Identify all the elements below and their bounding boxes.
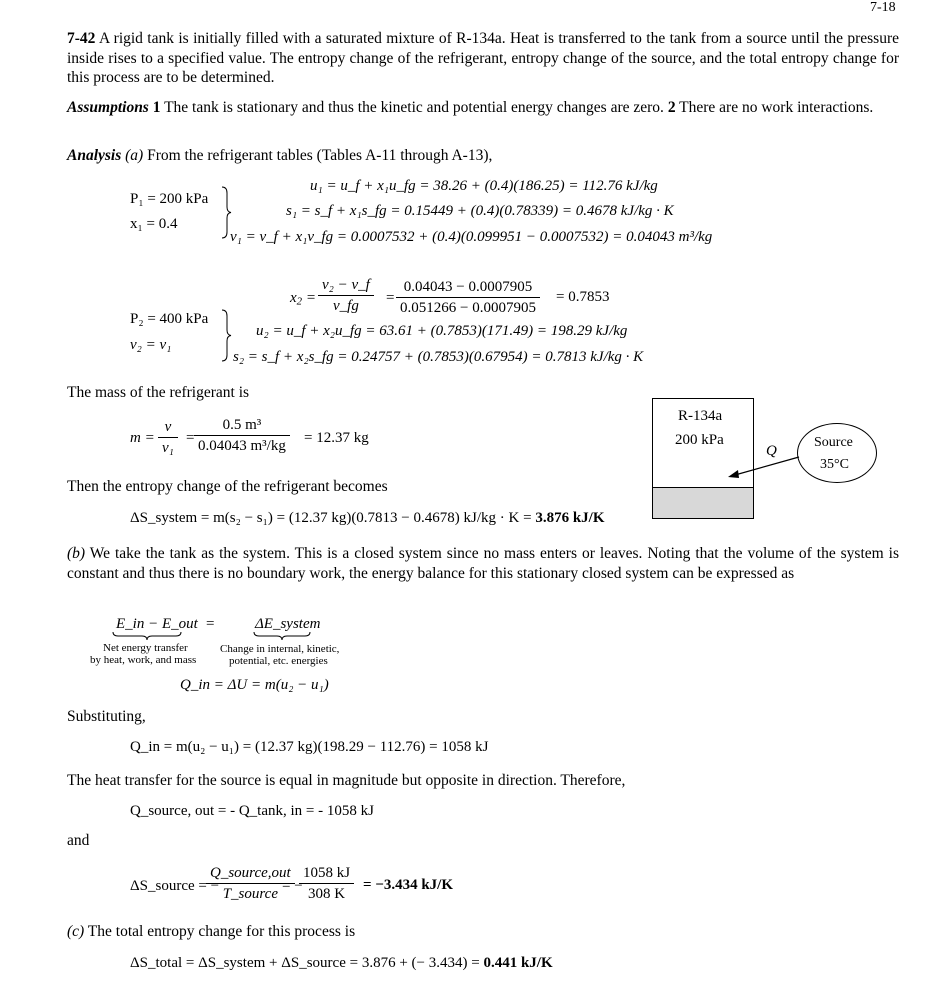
state1-pressure: P₁ = 200 kPa bbox=[130, 191, 209, 207]
part-c-label: (c) bbox=[67, 923, 85, 940]
mass-label: m = bbox=[130, 430, 155, 446]
delta-e-system: ΔE_system bbox=[255, 616, 321, 632]
entropy-source-lhs: ΔS_source = − bbox=[130, 878, 220, 894]
heat-source-equation: Q_source, out = - Q_tank, in = - 1058 kJ bbox=[130, 803, 374, 819]
energy-balance-equals: = bbox=[206, 616, 215, 632]
assumption-1-text: The tank is stationary and thus the kinetic and potential energy changes are zero. bbox=[160, 99, 668, 116]
x2-denominator: v_fg bbox=[333, 298, 359, 314]
analysis-paragraph bbox=[67, 147, 492, 165]
heat-q-label: Q bbox=[766, 443, 777, 459]
state1-u-equation: u₁ = u_f + x₁u_fg = 38.26 + (0.4)(186.25) = 112.76 kJ/kg bbox=[310, 178, 658, 194]
state2-x2-label: $x_2$ = bbox=[290, 290, 316, 308]
change-label-2: potential, etc. energies bbox=[229, 655, 328, 667]
entropy-source-fraction-numeric bbox=[299, 865, 354, 903]
substituting-label: Substituting, bbox=[67, 708, 146, 725]
entropy-source-denominator: 308 K bbox=[308, 886, 346, 902]
and-label: and bbox=[67, 832, 90, 849]
x2-numerator: v₂ − v_f bbox=[318, 277, 374, 296]
entropy-total-result: 0.441 kJ/K bbox=[483, 955, 553, 971]
underbrace-left bbox=[112, 631, 182, 641]
problem-text: A rigid tank is initially filled with a saturated mixture of R-134a. Heat is transferred to the tank from a source until the pressure inside rises to a specified value. The entropy change of the refrigerant, entropy change of the source, and the total entropy change for this process are to be determined. bbox=[67, 30, 899, 86]
part-c-text: The total entropy change for this process is bbox=[84, 923, 356, 940]
source-ellipse bbox=[797, 423, 877, 483]
heat-arrow-icon bbox=[725, 455, 801, 481]
state2-pressure: P₂ = 400 kPa bbox=[130, 311, 209, 327]
equals-sign-2: = bbox=[186, 430, 195, 446]
state2-volume: v₂ = v₁ bbox=[130, 337, 172, 353]
entropy-system-result: 3.876 kJ/K bbox=[535, 510, 605, 526]
entropy-total-expression: ΔS_total = ΔS_system + ΔS_source = 3.876 + (− 3.434) = bbox=[130, 955, 484, 971]
mass-result: = 12.37 kg bbox=[304, 430, 369, 446]
change-label-1: Change in internal, kinetic, bbox=[220, 643, 340, 655]
problem-statement bbox=[67, 29, 899, 88]
mass-numeric-numerator: 0.5 m³ bbox=[194, 417, 290, 436]
net-transfer-label-2: by heat, work, and mass bbox=[90, 654, 197, 666]
mass-fraction-symbolic bbox=[158, 419, 178, 457]
part-b-paragraph bbox=[67, 544, 899, 583]
entropy-source-numerator: 1058 kJ bbox=[299, 865, 354, 884]
analysis-label: Analysis bbox=[67, 147, 122, 164]
entropy-source-result: = −3.434 kJ/K bbox=[363, 877, 454, 893]
assumptions-label: Assumptions bbox=[67, 99, 149, 116]
analysis-text: From the refrigerant tables (Tables A-11 through A-13), bbox=[143, 147, 493, 164]
source-label: Source bbox=[814, 435, 853, 450]
x2-numeric-numerator: 0.04043 − 0.0007905 bbox=[396, 279, 540, 298]
tsource-denominator: T_source bbox=[222, 886, 278, 902]
state2-x2-numeric-fraction bbox=[396, 279, 540, 317]
assumptions-paragraph bbox=[67, 98, 899, 118]
state2-x2-fraction bbox=[318, 277, 374, 315]
tank-refrigerant-label: R-134a bbox=[678, 408, 723, 424]
problem-number: 7-42 bbox=[67, 30, 96, 47]
mass-denominator: v₁ bbox=[162, 440, 174, 456]
mass-numerator: v bbox=[158, 419, 178, 438]
state1-quality: x₁ = 0.4 bbox=[130, 216, 178, 232]
equals-sign-1: = bbox=[386, 290, 395, 306]
state2-u-equation: u₂ = u_f + x₂u_fg = 63.61 + (0.7853)(171.49) = 198.29 kJ/kg bbox=[256, 323, 628, 339]
energy-in-out: E_in − E_out bbox=[116, 616, 198, 632]
part-b-label: (b) bbox=[67, 545, 86, 562]
entropy-source-mid: = − bbox=[282, 878, 303, 894]
qin-equation: Q_in = ΔU = m(u₂ − u₁) bbox=[180, 677, 329, 693]
net-transfer-label-1: Net energy transfer bbox=[103, 642, 188, 654]
mass-intro: The mass of the refrigerant is bbox=[67, 384, 250, 401]
entropy-system-expression: ΔS_system = m(s₂ − s₁) = (12.37 kg)(0.7813 − 0.4678) kJ/kg · K = bbox=[130, 510, 536, 526]
entropy-system-intro: Then the entropy change of the refrigerant becomes bbox=[67, 478, 388, 495]
assumption-2-number: 2 bbox=[667, 99, 676, 116]
source-temperature: 35°C bbox=[820, 457, 849, 472]
x2-numeric-denominator: 0.051266 − 0.0007905 bbox=[400, 300, 536, 316]
part-a-label: (a) bbox=[125, 147, 144, 164]
substituting-equation: Q_in = m(u₂ − u₁) = (12.37 kg)(198.29 − 112.76) = 1058 kJ bbox=[130, 739, 489, 755]
mass-fraction-numeric bbox=[194, 417, 290, 455]
underbrace-right bbox=[253, 631, 311, 641]
assumption-2-text: There are no work interactions. bbox=[675, 99, 874, 116]
state2-x2-result: = 0.7853 bbox=[556, 289, 610, 305]
page-number: 7-18 bbox=[870, 0, 896, 15]
tank-pressure-label: 200 kPa bbox=[675, 432, 724, 448]
part-b-text: We take the tank as the system. This is a closed system since no mass enters or leaves. Noting that the volume of the system is constant and thus there is no boundary work, the energy balance for this stationary closed system can be expressed as bbox=[67, 545, 899, 582]
qsource-numerator: Q_source,out bbox=[206, 865, 295, 884]
assumption-1-number: 1 bbox=[152, 99, 161, 116]
mass-numeric-denominator: 0.04043 m³/kg bbox=[198, 438, 286, 454]
entropy-system-equation bbox=[130, 510, 605, 527]
state1-v-equation: v₁ = v_f + x₁v_fg = 0.0007532 + (0.4)(0.099951 − 0.0007532) = 0.04043 m³/kg bbox=[230, 229, 713, 245]
entropy-total-equation bbox=[130, 955, 553, 972]
part-c-paragraph bbox=[67, 923, 355, 941]
state2-brace bbox=[220, 308, 232, 363]
state1-s-equation: s₁ = s_f + x₁s_fg = 0.15449 + (0.4)(0.78339) = 0.4678 kJ/kg · K bbox=[286, 203, 674, 219]
state2-s-equation: s₂ = s_f + x₂s_fg = 0.24757 + (0.7853)(0.67954) = 0.7813 kJ/kg · K bbox=[233, 349, 644, 365]
heat-source-text: The heat transfer for the source is equal in magnitude but opposite in direction. Therefore, bbox=[67, 772, 626, 789]
tank-liquid bbox=[653, 487, 753, 518]
